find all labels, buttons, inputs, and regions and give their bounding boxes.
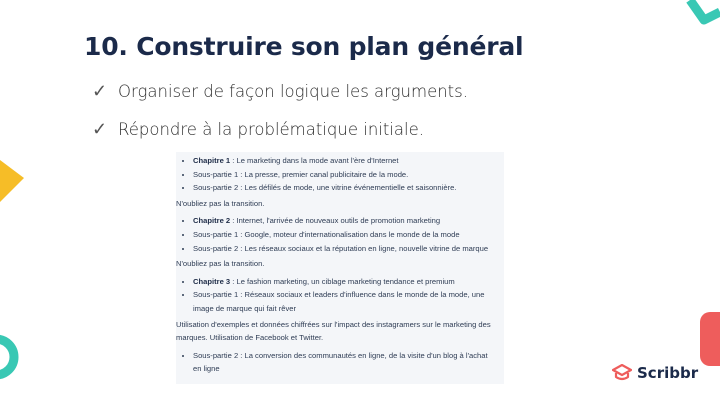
outline-item-text: : Le marketing dans la mode avant l'ère d'Internet bbox=[230, 156, 399, 165]
outline-note: N'oubliez pas la transition. bbox=[176, 198, 265, 208]
outline-group bbox=[176, 275, 498, 345]
outline-note: N'oubliez pas la transition. bbox=[176, 259, 265, 269]
outline-item bbox=[193, 154, 498, 168]
yellow-triangle-shape bbox=[0, 152, 28, 204]
outline-group bbox=[176, 214, 498, 270]
chapter-label: Chapitre 3 bbox=[193, 276, 231, 286]
bullet-item bbox=[92, 116, 468, 142]
outline-item bbox=[193, 228, 498, 242]
slide-title: 10. Construire son plan général bbox=[84, 32, 524, 61]
outline-item bbox=[193, 168, 498, 182]
bullet-text: Répondre à la problématique initiale. bbox=[118, 119, 425, 139]
chapter-label: Chapitre 2 bbox=[193, 216, 231, 226]
outline-item bbox=[193, 214, 498, 228]
outline-item-text: : Internet, l'arrivée de nouveaux outils de promotion marketing bbox=[230, 216, 441, 226]
check-icon: ✓ bbox=[92, 118, 108, 140]
outline-item bbox=[193, 242, 498, 256]
outline-item-text: Sous-partie 2 : Les défilés de mode, une vitrine événementielle et saisonnière. bbox=[193, 183, 457, 193]
teal-frame-shape-top-right bbox=[676, 0, 720, 44]
scribbr-logo bbox=[612, 364, 698, 382]
outline-group bbox=[176, 154, 498, 210]
outline-note: Utilisation d'exemples et données chiffrées sur l'impact des instagramers sur le marketing des marques. Utilisation de Facebook et Twitter. bbox=[176, 319, 491, 343]
bullet-text: Organiser de façon logique les arguments. bbox=[118, 81, 468, 101]
outline-item-text: Sous-partie 1 : Google, moteur d'internationalisation dans le monde de la mode bbox=[193, 229, 460, 239]
outline-item-text: Sous-partie 1 : La presse, premier canal publicitaire de la mode. bbox=[193, 169, 409, 179]
outline-item-text: Sous-partie 2 : Les réseaux sociaux et la réputation en ligne, nouvelle vitrine de marque bbox=[193, 243, 489, 253]
teal-ring-shape bbox=[0, 322, 26, 392]
chapter-label: Chapitre 1 bbox=[193, 156, 231, 165]
bullet-list bbox=[92, 78, 468, 154]
outline-item bbox=[193, 275, 498, 289]
outline-group bbox=[176, 349, 498, 376]
outline-item bbox=[193, 288, 498, 315]
outline-document-image bbox=[176, 152, 504, 384]
outline-item-text: Sous-partie 2 : La conversion des communautés en ligne, de la visite d'un blog à l'achat en ligne bbox=[193, 350, 488, 374]
outline-item-text: : Le fashion marketing, un ciblage marketing tendance et premium bbox=[230, 276, 455, 286]
check-icon: ✓ bbox=[92, 80, 108, 102]
outline-item bbox=[193, 349, 498, 376]
outline-item-text: Sous-partie 1 : Réseaux sociaux et leaders d'influence dans le monde de la mode, une image de marque qui fait rêver bbox=[193, 290, 485, 313]
bullet-item bbox=[92, 78, 468, 104]
logo-text: Scribbr bbox=[637, 364, 699, 382]
scribbr-logo-icon bbox=[612, 364, 632, 382]
coral-rounded-shape bbox=[694, 308, 720, 370]
outline-item bbox=[193, 181, 498, 195]
